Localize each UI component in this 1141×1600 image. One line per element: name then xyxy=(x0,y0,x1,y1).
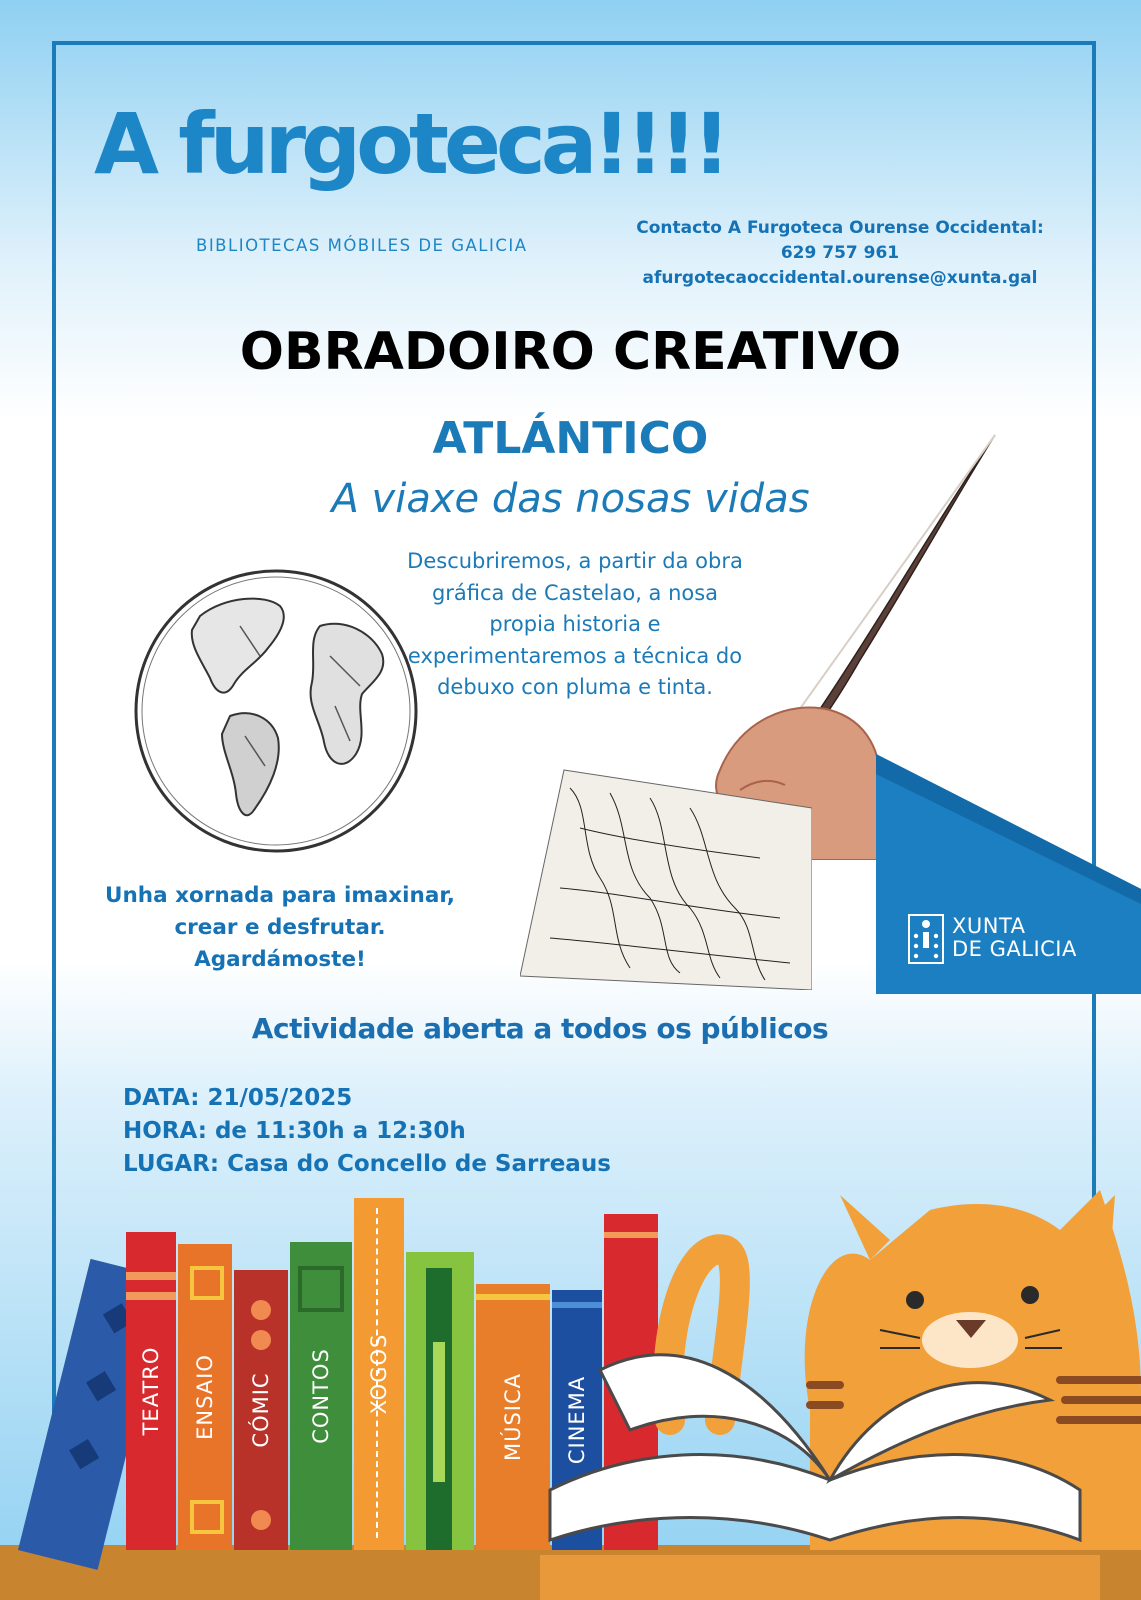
book-comic xyxy=(234,1270,288,1550)
book-label-cinema: CINEMA xyxy=(565,1375,589,1465)
event-subtitle: A viaxe das nosas vidas xyxy=(331,476,810,522)
event-place: LUGAR: Casa do Concello de Sarreaus xyxy=(123,1151,611,1177)
audience-line: Actividade aberta a todos os públicos xyxy=(251,1012,829,1045)
book-diamond xyxy=(69,1439,99,1469)
contact-email: afurgotecaoccidental.ourense@xunta.gal xyxy=(642,268,1038,288)
book-label-comic: CÓMIC xyxy=(249,1372,273,1448)
bookshelf xyxy=(0,1190,1141,1600)
book-label-contos: CONTOS xyxy=(309,1348,333,1444)
xunta-line1: XUNTA xyxy=(952,914,1026,938)
contact-title: Contacto A Furgoteca Ourense Occidental: xyxy=(636,218,1044,238)
book-dot xyxy=(251,1330,271,1350)
book-dot xyxy=(251,1300,271,1320)
event-date: DATA: 21/05/2025 xyxy=(123,1085,353,1111)
book-teatro xyxy=(126,1232,176,1550)
event-tagline: Unha xornada para imaxinar, crear e desfrutar. Agardámoste! xyxy=(105,883,455,972)
book-diamond xyxy=(86,1371,116,1401)
event-description: Descubriremos, a partir da obra gráfica de Castelao, a nosa propia historia e experimentaremos a técnica do debuxo con pluma e tinta. xyxy=(407,549,743,699)
book-label-teatro: TEATRO xyxy=(139,1346,163,1436)
globe-illustration xyxy=(130,566,422,856)
event-heading: OBRADOIRO CREATIVO xyxy=(239,322,902,382)
book-stripe xyxy=(126,1272,176,1280)
contact-phone: 629 757 961 xyxy=(780,243,900,263)
book-highlight xyxy=(433,1342,445,1482)
furgoteca-logo: A furgoteca!!!! xyxy=(94,95,726,193)
book-square xyxy=(298,1266,344,1312)
book-stripe xyxy=(126,1292,176,1300)
castelao-drawing xyxy=(520,768,812,990)
book-contos xyxy=(290,1242,352,1550)
book-square xyxy=(190,1500,224,1534)
event-details xyxy=(123,1082,611,1181)
cat-reading-illustration xyxy=(540,1190,1141,1600)
book-xogos xyxy=(354,1198,404,1550)
book-green xyxy=(406,1252,474,1550)
book-label-xogos: XOGOS xyxy=(367,1333,391,1415)
event-title: ATLÁNTICO xyxy=(432,413,709,464)
xunta-shield-icon xyxy=(908,914,944,964)
contact-block xyxy=(620,216,1060,291)
xunta-badge xyxy=(876,754,1141,994)
book-musica xyxy=(476,1284,550,1550)
book-label-musica: MÚSICA xyxy=(501,1372,525,1462)
logo-subtitle: BIBLIOTECAS MÓBILES DE GALICIA xyxy=(196,236,528,255)
xunta-label xyxy=(952,915,1077,961)
book-stripe xyxy=(476,1294,550,1300)
book-ensaio xyxy=(178,1244,232,1550)
xunta-line2: DE GALICIA xyxy=(952,937,1077,961)
book-dot xyxy=(251,1510,271,1530)
book-square xyxy=(190,1266,224,1300)
book-label-ensaio: ENSAIO xyxy=(193,1354,217,1440)
event-time: HORA: de 11:30h a 12:30h xyxy=(123,1118,466,1144)
